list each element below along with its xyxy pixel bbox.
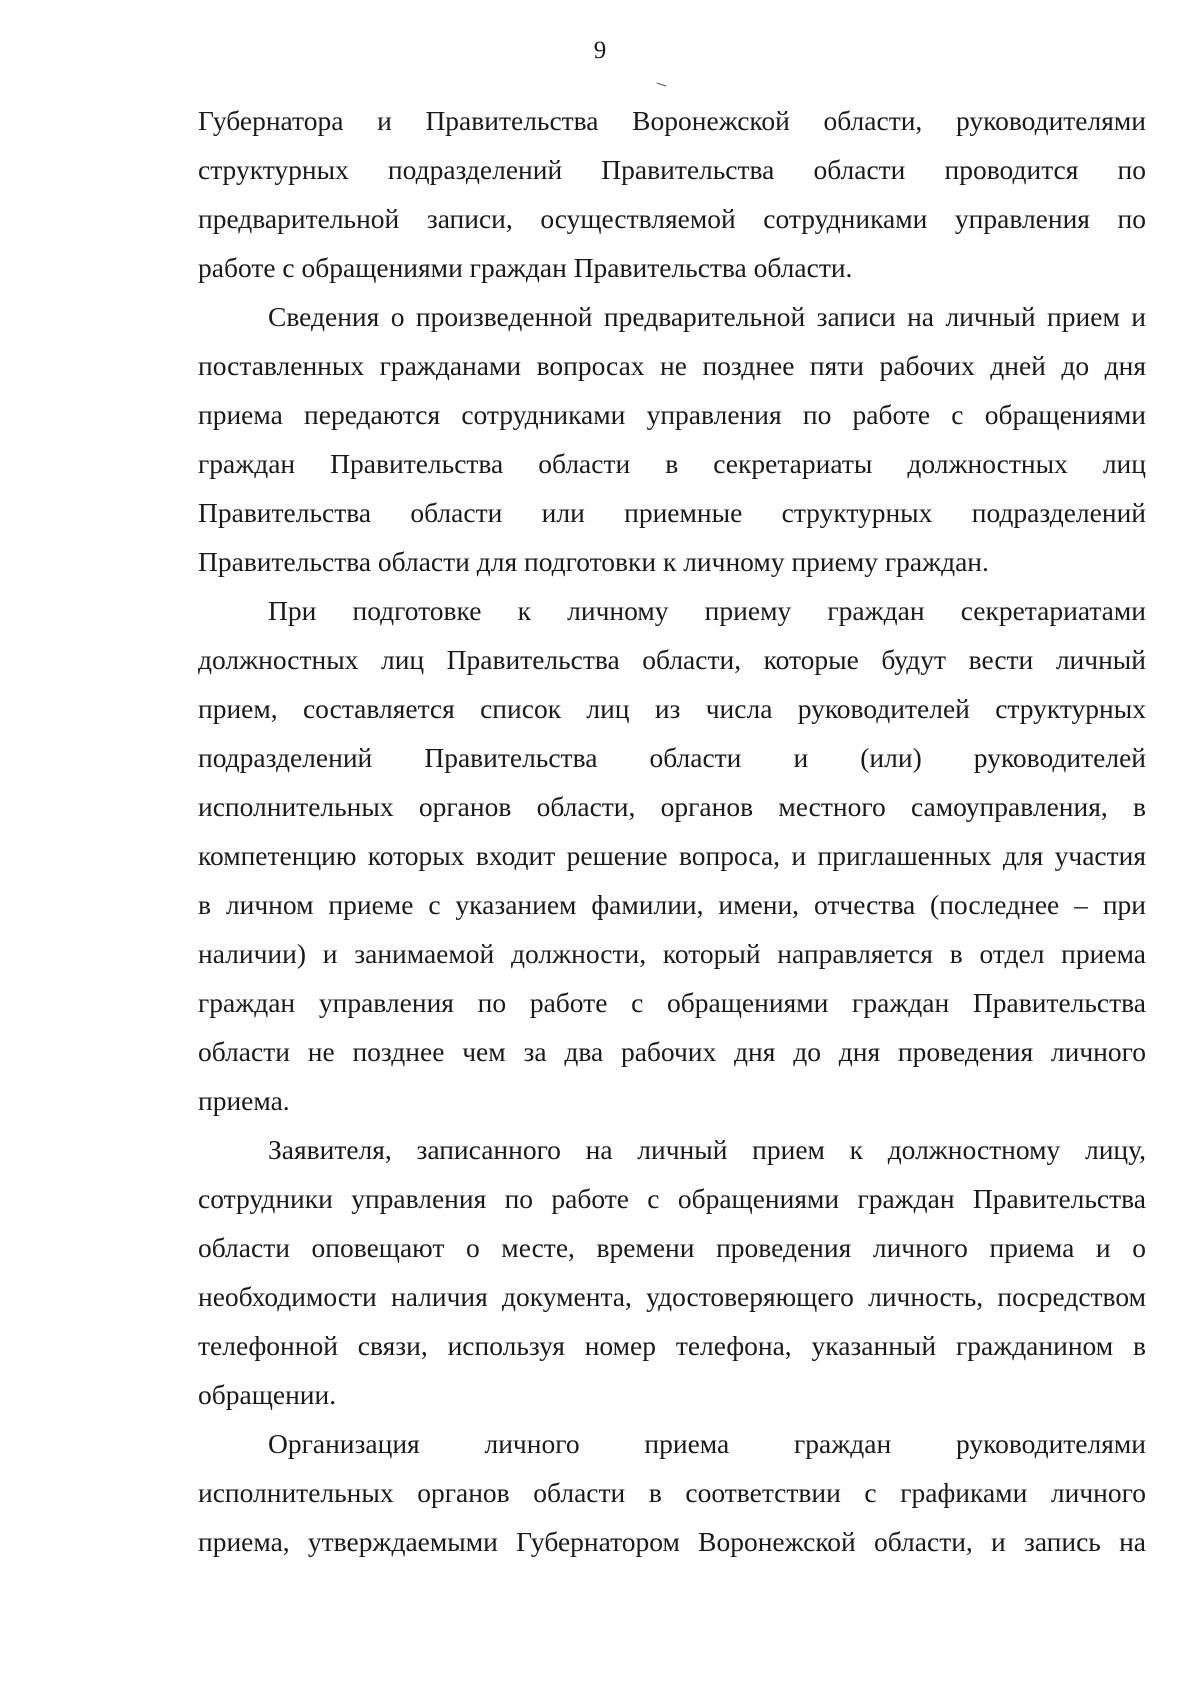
document-body <box>198 96 1146 1566</box>
text-line: наличии) и занимаемой должности, который направляется в отдел приема <box>198 938 1146 969</box>
text-line: структурных подразделений Правительства области проводится по <box>198 154 1146 185</box>
text-line: должностных лиц Правительства области, которые будут вести личный <box>198 644 1146 675</box>
text-line: граждан управления по работе с обращениями граждан Правительства <box>198 987 1146 1018</box>
text-line: поставленных гражданами вопросах не позднее пяти рабочих дней до дня <box>198 350 1146 381</box>
paragraph <box>198 1125 1146 1419</box>
text-line: исполнительных органов области, органов местного самоуправления, в <box>198 791 1146 822</box>
paragraph <box>198 1419 1146 1566</box>
text-line: Сведения о произведенной предварительной записи на личный прием и <box>268 301 1146 332</box>
text-line: граждан Правительства области в секретариаты должностных лиц <box>198 448 1146 479</box>
text-line: области не позднее чем за два рабочих дня до дня проведения личного <box>198 1036 1146 1067</box>
text-line: необходимости наличия документа, удостоверяющего личность, посредством <box>198 1281 1146 1312</box>
text-line: предварительной записи, осуществляемой сотрудниками управления по <box>198 203 1146 234</box>
text-line: Заявителя, записанного на личный прием к должностному лицу, <box>268 1134 1146 1165</box>
text-line: Организация личного приема граждан руководителями <box>268 1428 1146 1459</box>
text-line: области оповещают о месте, времени проведения личного приема и о <box>198 1232 1146 1263</box>
text-line: работе с обращениями граждан Правительства области. <box>198 252 853 283</box>
text-line: исполнительных органов области в соответствии с графиками личного <box>198 1477 1146 1508</box>
text-line: подразделений Правительства области и (или) руководителей <box>198 742 1146 773</box>
text-line: компетенцию которых входит решение вопроса, и приглашенных для участия <box>198 840 1146 871</box>
text-line: телефонной связи, используя номер телефона, указанный гражданином в <box>198 1330 1146 1361</box>
text-line: приема передаются сотрудниками управления по работе с обращениями <box>198 399 1146 430</box>
scan-artifact-mark <box>656 83 667 90</box>
text-line: обращении. <box>198 1379 337 1410</box>
text-line: Губернатора и Правительства Воронежской области, руководителями <box>198 105 1146 136</box>
text-line: сотрудники управления по работе с обращениями граждан Правительства <box>198 1183 1146 1214</box>
text-line: Правительства области для подготовки к личному приему граждан. <box>198 546 989 577</box>
paragraph <box>198 96 1146 292</box>
text-line: При подготовке к личному приему граждан секретариатами <box>268 595 1146 626</box>
text-line: приема, утверждаемыми Губернатором Воронежской области, и запись на <box>198 1526 1146 1557</box>
text-line: в личном приеме с указанием фамилии, имени, отчества (последнее – при <box>198 889 1146 920</box>
page-number: 9 <box>593 37 607 64</box>
paragraph <box>198 292 1146 586</box>
text-line: приема. <box>198 1085 290 1116</box>
text-line: прием, составляется список лиц из числа руководителей структурных <box>198 693 1146 724</box>
text-line: Правительства области или приемные структурных подразделений <box>198 497 1146 528</box>
paragraph <box>198 586 1146 1125</box>
